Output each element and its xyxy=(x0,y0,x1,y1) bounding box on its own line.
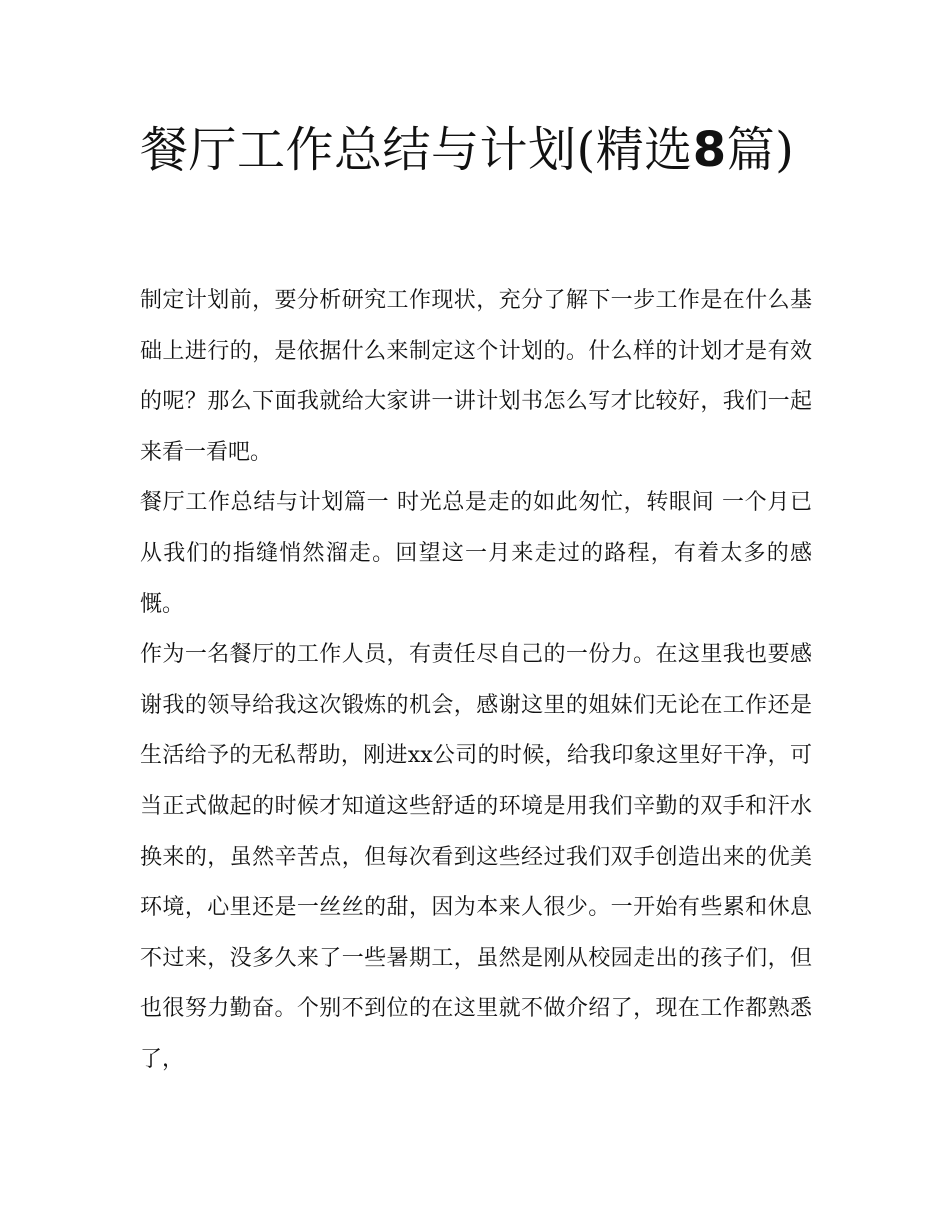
title-number: 8 xyxy=(692,122,727,178)
paragraph-work-experience: 作为一名餐厅的工作人员，有责任尽自己的一份力。在这里我也要感谢我的领导给我这次锻炼的机会，感谢这里的姐妹们无论在工作还是生活给予的无私帮助，刚进xx公司的时候，给我印象这里好干净，可当正式做起的时候才知道这些舒适的环境是用我们辛勤的双手和汗水换来的，虽然辛苦点，但每次看到这些经过我们双手创造出来的优美环境，心里还是一丝丝的甜，因为本来人很少。一开始有些累和休息不过来，没多久来了一些暑期工，虽然是刚从校园走出的孩子们，但也很努力勤奋。个别不到位的在这里就不做介绍了，现在工作都熟悉了， xyxy=(140,642,812,1072)
document-title: 餐厅工作总结与计划(精选8篇) xyxy=(140,122,795,178)
document-body xyxy=(140,276,812,1086)
paragraph-section-one: 餐厅工作总结与计划篇一 时光总是走的如此匆忙，转眼间 一个月已从我们的指缝悄然溜走。回望这一月来走过的路程，有着太多的感慨。 xyxy=(140,490,812,617)
paragraph-intro: 制定计划前，要分析研究工作现状，充分了解下一步工作是在什么基础上进行的，是依据什么来制定这个计划的。什么样的计划才是有效的呢？那么下面我就给大家讲一讲计划书怎么写才比较好，我们一起来看一看吧。 xyxy=(140,288,812,465)
